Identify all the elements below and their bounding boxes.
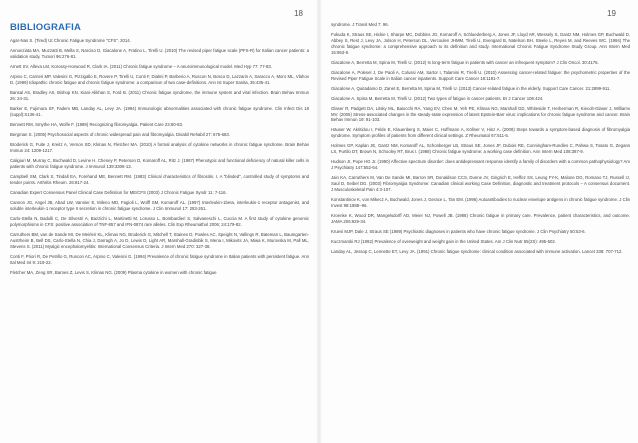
reference-entry: Annunziata MA, Muzzatti B, Mella S, Narciso D, Giacalone A, Fratino L, Tirelli U. (2010) The revised piper fatigue scale (PFS-R) for Italian cancer patients: a validation study. Tumori 96:276-81. <box>10 48 309 59</box>
reference-entry: Canadian Expert Consensus Panel Clinical Case Definition for ME/CFS (2003) J Chronic Fatigue Syndr 11: 7-116. <box>10 190 227 196</box>
reference-entry: Kuczmarski RJ (1992) Prevalence of overweight and weight gain in the United States. Am J Clin Nutr 55(2S): 495-502. <box>331 238 556 244</box>
reference-entry: Bergman S. (2005) Psychosocial aspects of chronic widespread pain and fibromyalgia. Disabil Rehabil 27: 675-683. <box>10 132 230 138</box>
page-number-left: 18 <box>294 9 303 18</box>
reference-entry: Konstantinov K, von Mikecz A, Buchwald, Jones J, Gerace L, Tan EM. (1996) Autoantibodies to nuclear envelope antigens in chronic fatigue syndrome. J Clin Invest 98:1888–96. <box>331 196 630 208</box>
reference-entry: syndrome. J Transl Med 7: 96. <box>331 22 389 27</box>
reference-entry: Holmes GP, Kaplan JE, Gantz NM, Komaroff AL, Schonberger LB, Straus SE, Jones JF, Dubois RE, Cunningham-Rundles C, Pahwa S, Tosato G, Zegans LS, Purtilo DT, Brown N, Schooley RT, Brus I. (1988) Chronic fatigue syndrome: a working case definition. Ann Intern Med 108:387-9. <box>331 143 630 155</box>
reference-entry: Kruesi MJP, Dale J, Straus SE (1989) Psychiatric diagnoses in patients who have chronic fatigue syndrome. J Clin Psychiatry 50:53-6. <box>331 228 586 234</box>
reference-entry: Jain KA, Carruthers M, Van De Sande MI, Barron SR, Donaldson CCS, Dunne JV, Gingrich E, Heffez SS, Leung FY-K, Malone DG, Romano TJ, Russell IJ, Saul D, Seibel DG. (2003) Fibromyalgia Syndrome: Canadian clinical working Case Definition, diagnostic and treatment protocols – A consensus document. J Musculoskeletal Pain 4:3-107. <box>331 175 630 192</box>
reference-entry: Caligiuri M, Murray C, Buchwald D, Levine H, Cheney P, Peterson D, Komaroff AL, Ritz J. (1987) Phenotypic and functional deficiency of natural killer cells in patients with chronic fatigue syndrome. J Immunol 139:3306-13. <box>10 158 309 170</box>
reference-entry: Conti F, Priori R, De Petrillo G, Ruscon AC, Arpino C, Valesini G. (1994) Prevalence of chronic fatigue syndrome in Italian patients with persistent fatigue. Ann Ital Med Int 9: 219-22. <box>10 254 309 266</box>
reference-entry: Kroenke K, Wood DR, Mangelsdorff AD, Meier NJ, Powell JB. (1988) Chronic fatigue in primary care. Prevalence, patient characteristics, and outcome. JAMA 206:929-34. <box>331 212 630 224</box>
right-reference-list <box>331 22 630 255</box>
reference-entry: Barker E, Fujimura SF, Fadem MB, Landay AL, Levy JA. (1994) Immunologic abnormalities associated with chronic fatigue syndrome. Clin Infect Dis 18 (suppl):S136-41. <box>10 106 309 118</box>
reference-entry: Broderick G, Fuite J, Kreitz A, Vernon SD, Klimas N, Fletcher MA. (2010) A formal analysis of cytokine networks in chronic fatigue syndrome. Brain Behav Immun 24: 1209-1217. <box>10 142 309 154</box>
reference-entry: Glaser R, Padgett DA, Litsky ML, Baiocchi RA, Yang EV, Chen M, Yeh PE, Klimas NG, Marshall GD, Whiteside T, Herberman R, Kiecolt-Glaser J, Williams MV. (2005) Stress-associated changes in the steady-state expression of latent Epstein-Barr virus: implications for chronic fatigue syndrome and cancer. Brain Behav Immun 19: 91-103. <box>331 105 630 123</box>
reference-entry: Landay AL, Jessop C, Lennette ET, Levy JA. (1991) Chronic fatigue syndrome: clinical condition associated with immune activation. Lancet 338: 707-712. <box>331 248 623 254</box>
reference-entry: Bennett RM, Smythe HA, Wolfe F. (1989) Recognizing fibromyalgia. Patient Care 23:60-83. <box>10 122 184 128</box>
bibliography-heading: BIBLIOGRAFIA <box>10 22 82 33</box>
reference-entry: Arpino C, Carrieri MP, Valesini G, Pizzigallo E, Rovere P, Tirelli U, Conti F, Dialmi P, Barberio A, Ruscon N, Bosco D, Lazzarin A, Saracco A, Moro ML, Vlahov D. (1999) Idiopathic chronic fatigue and chronic fatigue syndrome: a comparison of two case-definitions. Ann Ist Super Sanita, 35:435-41. <box>10 74 309 86</box>
reference-entry: Giacalone A, Berretta M, Spina M, Tirelli U. (2012) Is long-term fatigue in patients with cancer an infrequent symptom? J Clin Oncol. 30:4175. <box>331 59 599 65</box>
reference-entry: Giacalone A, Polesel J, De Paoli A, Colussi AM, Sartor I, Talamini R, Tirelli U. (2010) Assessing cancer-related fatigue: the psychometric properties of the Revised Piper Fatigue Scale in Italian cancer inpatients. Support Care Cancer 18:1191-7. <box>331 69 630 81</box>
reference-entry: Agar-Nas S. (Tired) Ut Chronic Fatigue Syndrome "CFS". 2014. <box>10 38 131 43</box>
reference-entry: Häuser W, Akritidou I, Felde E, Klauenberg S, Maier C, Hoffmann A, Köllner V, Hinz A. (2008) Steps towards a symptom-based diagnosis of fibromyalgia syndrome. Symptom profiles of patients from different clinical settings. Z Rheumatol 67:511-5. <box>331 127 630 139</box>
reference-entry: Bansal AS, Bradley AS, Bishop KN, Kiani-Alikhan S, Ford B. (2011) Chronic fatigue syndrome, the immune system and viral infection. Brain Behav Immun 26: 24-31. <box>10 90 309 102</box>
reference-entry: Giacalone A, Quitadamo D, Zanet E, Berretta M, Spina M, Tirelli U. (2013) Cancer-related fatigue in the elderly. Support Care Cancer. 21:2899-911. <box>331 85 611 91</box>
reference-entry: Carlo-Stella N, Badulli C, De Silvestri A, Bazzichi L, Martinetti M, Lorusso L, Bombardieri S, Salvaneschi L, Cuccia M. A first study of cytokine genomic polymorphisms in CFS: positive association of TNF-857 and IFN-0874 rare alleles. Clin Exp Rheumathol 2006; 24:179-82. <box>10 216 309 228</box>
page-number-right: 19 <box>607 9 616 18</box>
left-reference-list <box>10 38 309 276</box>
reference-entry: Cannon JG, Angel JB, Abad LW, Vannier E, Mileno MD, Fagioli L, Wolff SM, Komaroff AL. (1997) Interleukin-1beta, interleukin-1 receptor antagonist, and soluble interleukin-1 receptor type II secretion in chronic fatigue syndrome. J Clin Immunol 17: 253-261. <box>10 200 309 212</box>
reference-entry: Campbell SM, Clark S, Tindall EA, Forehand ME, Bennett RM. (1983) Clinical characteristics of fibrositis. I. A "blinded", controlled study of symptoms and tender points. Arthritis Rheum. 26:817-24. <box>10 174 309 186</box>
right-page <box>319 0 638 443</box>
reference-entry: Fukuda K, Straus SE, Hickie I, Sharpe MC, Dobbins JG, Komaroff A, Schluederberg A, Jones JF, Lloyd AR, Wessely S, Gantz NM, Holmes GP, Buchwald D, Abbey S, Rest J, Levy JA, Jolson H, Peterson DL, Vercoulen JHMM, Tirelli U, Evengard B, Natelson BH, Steele L, Reyes M, and Reeves WC. (1994) The chronic fatigue syndrome: a comprehensive approach to its definition and study. International Chronic Fatigue Syndrome Study Group. Ann Intern Med 15:953-9. <box>331 32 630 55</box>
reference-entry: Hudson JI, Pope HG Jr. (1990) Affective spectrum disorder: does antidepressant response identify a family of disorders with a common pathophysiology? Am J Psychiatry 147:552-64. <box>331 159 630 171</box>
reference-entry: Carruthers BM, van de Sande MI, De Meirleir KL, Klimas NG, Broderick G, Mitchell T, Staines D, Powles AC, Speight N, Vallings R, Bateman L, Baumgarten-Austrheim B, Bell DS, Carlo-Stella N, Chia J, Darragh A, Jo D, Lewis D, Light AR, Marshall-Gradisbik S, Mena I, Mikovits JA, Miwa K, Murovska M, Pall ML, Stevens S. (2011) Myalgic encephalomyelitis: International Consensus Criteria. J Intern Med 270: 327-38. <box>10 232 309 250</box>
reference-entry: Giacalone A, Spina M, Berretta M, Tirelli U. (2012) Two types of fatigue in cancer patients. Br J Cancer 106:424. <box>331 95 544 101</box>
reference-entry: Fletcher MA, Zeng XR, Barnes Z, Levis S, Klimas NG. (2009) Plasma cytokine in women with chronic fatigue <box>10 270 217 276</box>
reference-entry: Arnett SV, Alleva LM, Korossy-Horwood R, Clark IA. (2011) Chronic fatigue syndrome – A neuroimmunological model. Med Hyp 77: 77-83. <box>10 64 272 70</box>
